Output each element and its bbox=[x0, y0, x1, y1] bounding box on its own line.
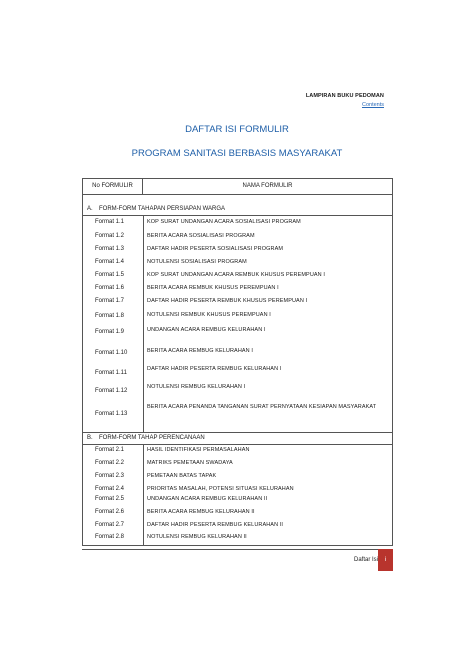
form-name: BERITA ACARA REMBUG KELURAHAN II bbox=[147, 509, 255, 515]
form-name: NOTULENSI REMBUG KELURAHAN I bbox=[147, 384, 246, 390]
form-name: BERITA ACARA SOSIALISASI PROGRAM bbox=[147, 233, 255, 239]
form-number: Format 1.11 bbox=[95, 370, 127, 376]
form-name: BERITA ACARA REMBUK KHUSUS PEREMPUAN I bbox=[147, 285, 279, 291]
section-a-label: A. bbox=[87, 206, 93, 212]
form-name: DAFTAR HADIR PESERTA REMBUG KELURAHAN I bbox=[147, 366, 282, 372]
form-number: Format 1.13 bbox=[95, 411, 128, 417]
section-b-label: B. bbox=[87, 435, 93, 441]
form-name: HASIL IDENTIFIKASI PERMASALAHAN bbox=[147, 447, 250, 453]
form-number: Format 1.5 bbox=[95, 272, 125, 278]
form-number: Format 2.6 bbox=[95, 509, 125, 515]
form-number: Format 1.12 bbox=[95, 388, 128, 394]
form-name: NOTULENSI REMBUK KHUSUS PEREMPUAN I bbox=[147, 312, 271, 318]
section-b-title: FORM-FORM TAHAP PERENCANAAN bbox=[99, 435, 205, 441]
form-name: PEMETAAN BATAS TAPAK bbox=[147, 473, 217, 479]
column-divider-a bbox=[143, 215, 144, 432]
form-number: Format 1.2 bbox=[95, 233, 125, 239]
form-name: DAFTAR HADIR PESERTA SOSIALISASI PROGRAM bbox=[147, 246, 284, 252]
form-name: DAFTAR HADIR PESERTA REMBUG KELURAHAN II bbox=[147, 522, 284, 528]
section-a-divider bbox=[83, 215, 392, 216]
column-header-name: NAMA FORMULIR bbox=[242, 183, 293, 189]
form-name: NOTULENSI REMBUG KELURAHAN II bbox=[147, 534, 247, 540]
page-title: DAFTAR ISI FORMULIR bbox=[185, 124, 289, 135]
table-header bbox=[83, 179, 392, 195]
form-name: BERITA ACARA PENANDA TANGANAN SURAT PERNYATAAN KESIAPAN MASYARAKAT bbox=[147, 404, 377, 410]
form-index-table bbox=[82, 178, 393, 546]
page-subtitle: PROGRAM SANITASI BERBASIS MASYARAKAT bbox=[131, 148, 343, 159]
form-number: Format 2.8 bbox=[95, 534, 125, 540]
form-name: KOP SURAT UNDANGAN ACARA REMBUK KHUSUS PEREMPUAN I bbox=[147, 272, 325, 278]
form-number: Format 2.4 bbox=[95, 486, 125, 492]
form-name: KOP SURAT UNDANGAN ACARA SOSIALISASI PROGRAM bbox=[147, 219, 301, 225]
section-a-title: FORM-FORM TAHAPAN PERSIAPAN WARGA bbox=[99, 206, 226, 212]
form-number: Format 1.4 bbox=[95, 259, 125, 265]
form-number: Format 1.6 bbox=[95, 285, 125, 291]
footer-divider bbox=[82, 549, 393, 550]
form-number: Format 1.3 bbox=[95, 246, 125, 252]
contents-link[interactable]: Contents bbox=[361, 102, 384, 108]
doc-label: LAMPIRAN BUKU PEDOMAN bbox=[305, 93, 384, 99]
form-number: Format 1.9 bbox=[95, 329, 125, 335]
form-name: BERITA ACARA REMBUG KELURAHAN I bbox=[147, 348, 253, 354]
column-divider-b bbox=[143, 444, 144, 546]
section-b-top-divider bbox=[83, 432, 392, 433]
form-number: Format 1.8 bbox=[95, 313, 125, 319]
form-name: UNDANGAN ACARA REMBUG KELURAHAN II bbox=[147, 496, 268, 502]
form-number: Format 2.3 bbox=[95, 473, 125, 479]
column-header-no: No FORMULIR bbox=[83, 179, 143, 194]
form-number: Format 2.5 bbox=[95, 496, 125, 502]
page-number-badge: i bbox=[378, 549, 393, 571]
form-number: Format 1.1 bbox=[95, 219, 125, 225]
form-number: Format 2.2 bbox=[95, 460, 125, 466]
form-name: DAFTAR HADIR PESERTA REMBUK KHUSUS PEREMPUAN I bbox=[147, 298, 308, 304]
form-number: Format 2.7 bbox=[95, 522, 125, 528]
form-name: MATRIKS PEMETAAN SWADAYA bbox=[147, 460, 233, 466]
form-name: NOTULENSI SOSIALISASI PROGRAM bbox=[147, 259, 247, 265]
section-b-divider bbox=[83, 444, 392, 445]
footer-label: Daftar Isi bbox=[353, 557, 378, 563]
form-number: Format 2.1 bbox=[95, 447, 125, 453]
form-number: Format 1.7 bbox=[95, 298, 125, 304]
form-name: PRIORITAS MASALAH, POTENSI SITUASI KELURAHAN bbox=[147, 486, 294, 492]
form-number: Format 1.10 bbox=[95, 350, 128, 356]
form-name: UNDANGAN ACARA REMBUG KELURAHAN I bbox=[147, 327, 266, 333]
